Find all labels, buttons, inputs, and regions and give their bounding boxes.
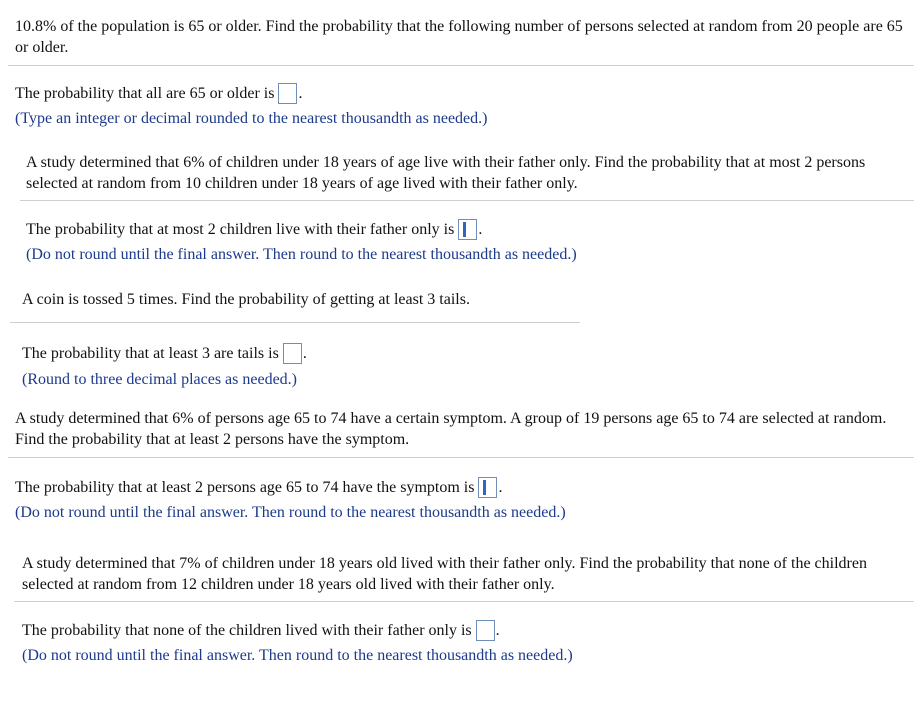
problem-3-prompt: The probability that at least 3 are tails is <box>22 345 279 362</box>
problem-2-prompt: The probability that at most 2 children live with their father only is <box>26 221 455 238</box>
problem-1-prompt: The probability that all are 65 or older is <box>15 85 275 102</box>
period: . <box>478 221 483 238</box>
problem-1-answer-input[interactable] <box>278 83 297 104</box>
period: . <box>495 622 500 639</box>
problem-1-question: 10.8% of the population is 65 or older. Find the probability that the following number of persons selected at random from 20 people are 65 or older. <box>15 18 903 56</box>
divider <box>10 322 580 323</box>
problem-4-hint: (Do not round until the final answer. Then round to the nearest thousandth as needed.) <box>15 504 566 521</box>
problem-2-question: A study determined that 6% of children under 18 years of age live with their father only. Find the probability that at most 2 persons selected at random from 10 children under 18 years of age lived with their father only. <box>26 154 866 192</box>
problem-3-answer-input[interactable] <box>283 343 302 364</box>
problem-3-question: A coin is tossed 5 times. Find the probability of getting at least 3 tails. <box>22 291 470 308</box>
problem-4-answer-input[interactable] <box>478 477 497 498</box>
problem-2-hint: (Do not round until the final answer. Then round to the nearest thousandth as needed.) <box>26 246 577 263</box>
problem-2-answer-input[interactable] <box>458 219 477 240</box>
period: . <box>302 345 307 362</box>
divider <box>8 457 914 458</box>
period: . <box>298 85 303 102</box>
problem-4-answer-row <box>15 477 910 498</box>
problem-1-hint: (Type an integer or decimal rounded to the nearest thousandth as needed.) <box>15 110 488 127</box>
problem-2-answer-row <box>26 219 911 240</box>
problem-5-hint: (Do not round until the final answer. Then round to the nearest thousandth as needed.) <box>22 647 573 664</box>
problem-4-prompt: The probability that at least 2 persons age 65 to 74 have the symptom is <box>15 479 475 496</box>
problem-5-question: A study determined that 7% of children under 18 years old lived with their father only. Find the probability that none of the children selected at random from 12 children under 18 years old lived with their father only. <box>22 555 867 593</box>
divider <box>8 65 914 66</box>
problem-5-answer-row <box>22 620 910 641</box>
problem-4-question: A study determined that 6% of persons age 65 to 74 have a certain symptom. A group of 19 persons age 65 to 74 are selected at random. Find the probability that at least 2 persons have the symptom. <box>15 410 887 448</box>
problem-3-hint: (Round to three decimal places as needed.) <box>22 371 297 388</box>
problem-5-answer-input[interactable] <box>476 620 495 641</box>
problem-3-answer-row <box>22 343 907 364</box>
problem-5-prompt: The probability that none of the children lived with their father only is <box>22 622 472 639</box>
problem-1-answer-row <box>15 83 910 104</box>
divider <box>20 200 914 201</box>
divider <box>14 601 914 602</box>
period: . <box>498 479 503 496</box>
